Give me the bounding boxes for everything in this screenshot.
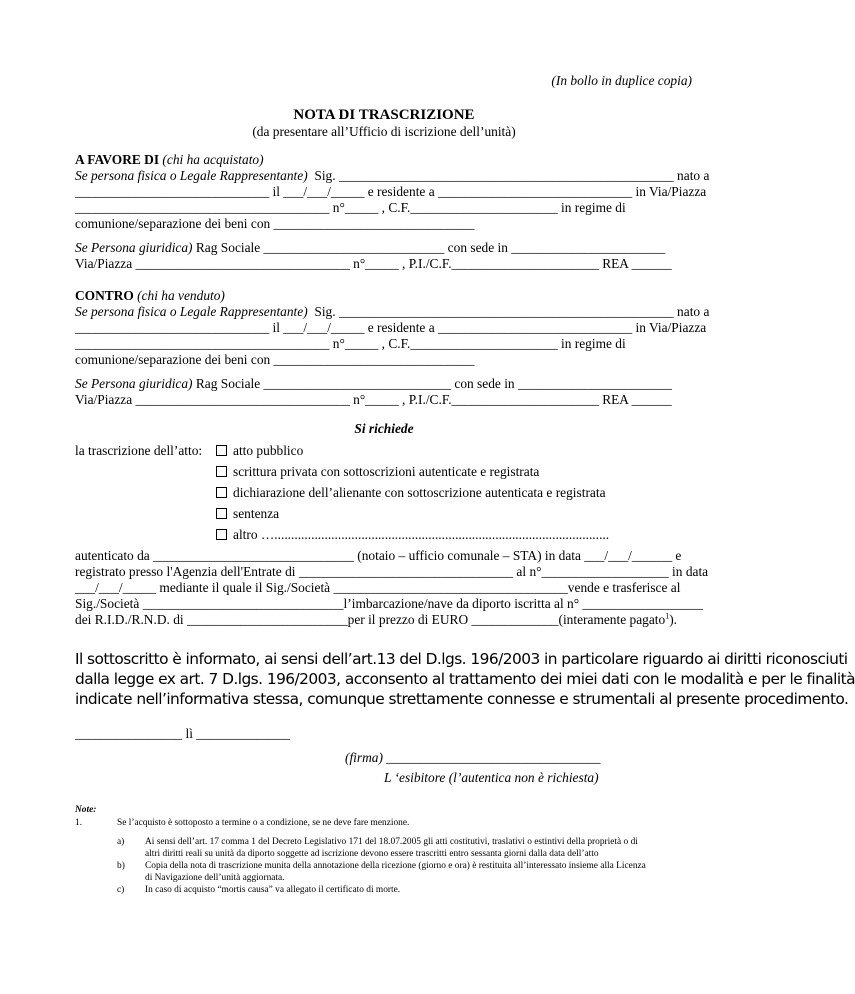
note-item-a: Ai sensi dell’art. 17 comma 1 del Decreto Legislativo 171 del 18.07.2005 gli atti costitutivi, traslativi o estintivi della proprietà o di altri diritti reali su unità da diporto soggette ad iscrizione devono essere trascritti entro sessanta giorni dalla data dell’atto [145, 837, 638, 859]
checkbox-icon[interactable] [216, 466, 227, 477]
note-item-letter: b) [117, 861, 125, 871]
favore-persona-line4: comunione/separazione dei beni con ______________________________ [75, 216, 475, 231]
note-number: 1. [75, 818, 83, 828]
note-item-c: In caso di acquisto “mortis causa” va allegato il certificato di morte. [145, 885, 401, 895]
page-title: NOTA DI TRASCRIZIONE [293, 107, 475, 123]
favore-heading: A FAVORE DI (chi ha acquistato) [75, 152, 264, 167]
note-main: Se l’acquisto è sottoposto a termine o a condizione, se ne deve fare menzione. [117, 818, 410, 828]
note-item-letter: a) [117, 837, 125, 847]
privacy-line3: indicate nell’informativa stessa, comunque strettamente connesse e strumentali al presente procedimento. [75, 690, 849, 708]
favore-persona-line3: ______________________________________ n°_____ , C.F.______________________ in regime di [75, 200, 626, 215]
checkbox-icon[interactable] [216, 445, 227, 456]
luogo-data-field[interactable]: ________________ lì ______________ [75, 726, 290, 741]
autentica-line4: Sig./Società ______________________________l’imbarcazione/nave da diporto iscritta al n° __________________ [75, 596, 703, 611]
note-item-b: Copia della nota di trascrizione munita della annotazione della ricezione (giorno e ora) è restituita all’interessato insieme alla Licenza di Navigazione dell’unità aggiornata. [145, 861, 646, 883]
richiesta-label: la trascrizione dell’atto: [75, 443, 203, 458]
privacy-line1: Il sottoscritto è informato, ai sensi dell’art.13 del D.lgs. 196/2003 in particolare riguardo ai diritti riconosciuti [75, 650, 848, 668]
option-sentenza[interactable]: sentenza [216, 506, 279, 522]
note-item-letter: c) [117, 885, 125, 895]
bollo-note: (In bollo in duplice copia) [551, 73, 692, 88]
contro-giuridica-line2: Via/Piazza ________________________________ n°_____ , P.I./C.F.______________________ REA ______ [75, 392, 672, 407]
contro-persona-line1: Se persona fisica o Legale Rappresentante) Sig. __________________________________________________ nato a [75, 304, 710, 319]
contro-persona-line4: comunione/separazione dei beni con ______________________________ [75, 352, 475, 367]
contro-persona-line3: ______________________________________ n°_____ , C.F.______________________ in regime di [75, 336, 626, 351]
privacy-line2: dalla legge ex art. 7 D.lgs. 196/2003, acconsento al trattamento dei miei dati con le modalità e per le finalità [75, 670, 855, 688]
firma-caption: L ‘esibitore (l’autentica non è richiesta) [384, 770, 599, 785]
footnote-ref: 1 [665, 611, 670, 621]
note-heading: Note: [75, 805, 97, 815]
contro-heading: CONTRO (chi ha venduto) [75, 288, 225, 303]
favore-giuridica-line1: Se Persona giuridica) Rag Sociale ___________________________ con sede in _______________________ [75, 240, 666, 255]
option-atto-pubblico[interactable]: atto pubblico [216, 443, 303, 459]
favore-persona-line2: _____________________________ il ___/___/_____ e residente a _____________________________ in Via/Piazza [75, 184, 707, 199]
page-subtitle: (da presentare all’Ufficio di iscrizione dell’unità) [252, 124, 516, 139]
contro-giuridica-line1: Se Persona giuridica) Rag Sociale ____________________________ con sede in _______________________ [75, 376, 672, 391]
autentica-line1: autenticato da ______________________________ (notaio – ufficio comunale – STA) in data ___/___/______ e [75, 548, 682, 563]
autentica-line5: dei R.I.D./R.N.D. di ________________________per il prezzo di EURO _____________(interamente pagato$^1$). [75, 611, 678, 627]
autentica-line3: ___/___/_____ mediante il quale il Sig./Società ___________________________________vende e trasferisce al [75, 580, 681, 595]
checkbox-icon[interactable] [216, 529, 227, 540]
favore-persona-line1: Se persona fisica o Legale Rappresentante) Sig. __________________________________________________ nato a [75, 168, 710, 183]
richiesta-heading: Si richiede [354, 421, 414, 436]
autentica-line2: registrato presso l'Agenzia dell'Entrate di ________________________________ al n°___________________ in data [75, 564, 709, 579]
option-scrittura-privata[interactable]: scrittura privata con sottoscrizioni autenticate e registrata [216, 464, 539, 480]
option-dichiarazione-alienante[interactable]: dichiarazione dell’alienante con sottoscrizione autenticata e registrata [216, 485, 606, 501]
firma-line[interactable]: (firma) ________________________________ [345, 750, 601, 765]
checkbox-icon[interactable] [216, 508, 227, 519]
favore-giuridica-line2: Via/Piazza ________________________________ n°_____ , P.I./C.F.______________________ REA ______ [75, 256, 672, 271]
checkbox-icon[interactable] [216, 487, 227, 498]
option-altro[interactable]: altro ….................................................................................................... [216, 527, 609, 543]
contro-persona-line2: _____________________________ il ___/___/_____ e residente a _____________________________ in Via/Piazza [75, 320, 707, 335]
